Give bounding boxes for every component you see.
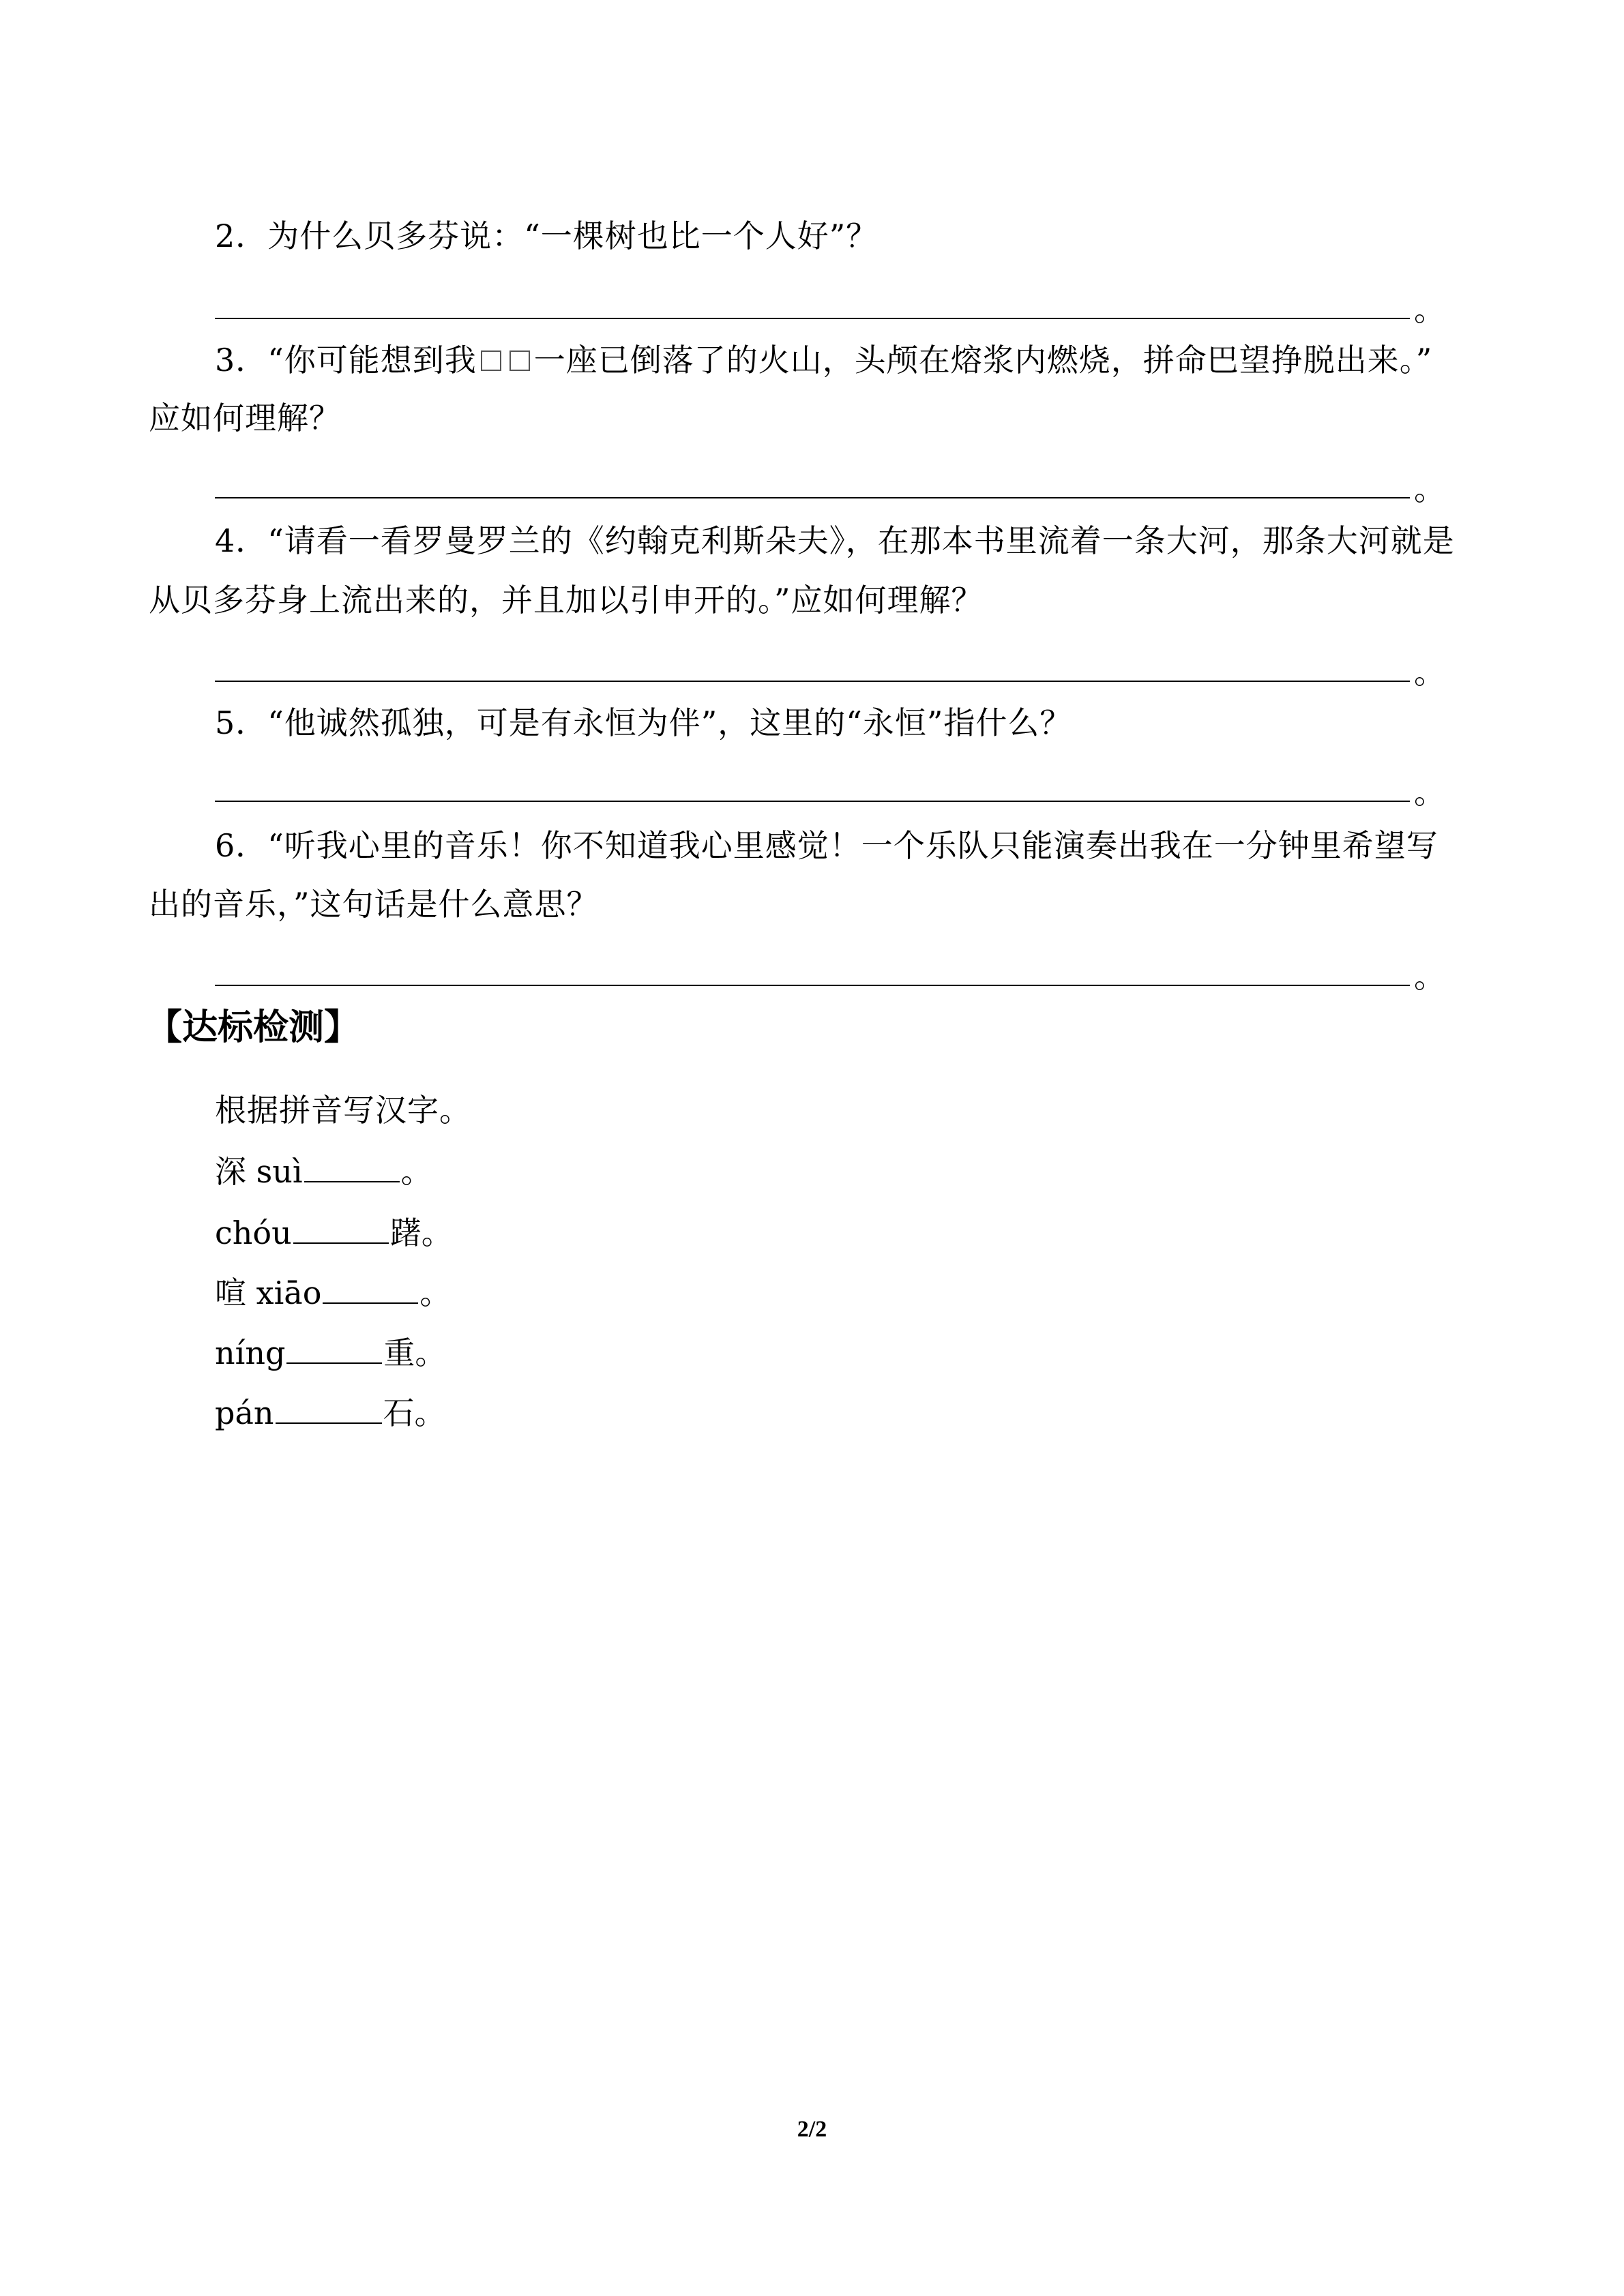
fill-blank[interactable]	[323, 1274, 418, 1304]
question-4-line-1: 4．“请看一看罗曼罗兰的《约翰克利斯朵夫》，在那本书里流着一条大河，那条大河就是	[215, 522, 1455, 559]
section-instruction: 根据拼音写汉字。	[215, 1092, 471, 1129]
question-6-line-2: 出的音乐，”这句话是什么意思？	[149, 886, 599, 923]
pinyin-suffix: 。	[419, 1274, 452, 1311]
answer-underline	[215, 953, 1410, 986]
pinyin-item	[215, 1334, 446, 1372]
pinyin-suffix: 躇。	[389, 1214, 453, 1251]
fill-blank[interactable]	[276, 1394, 382, 1424]
empty-box-icon	[481, 351, 501, 371]
answer-period: 。	[1414, 774, 1445, 811]
fill-blank[interactable]	[304, 1152, 400, 1182]
answer-underline	[215, 286, 1410, 319]
question-3-line-2: 应如何理解？	[149, 400, 341, 436]
question-5: 5．“他诚然孤独，可是有永恒为伴”，这里的“永恒”指什么？	[215, 704, 1072, 741]
pinyin-prompt: 喧 xiāo	[215, 1274, 322, 1311]
page-number: 2/2	[797, 2117, 827, 2142]
question-6-line-1: 6．“听我心里的音乐！你不知道我心里感觉！一个乐队只能演奏出我在一分钟里希望写	[215, 827, 1438, 864]
pinyin-suffix: 。	[400, 1153, 432, 1190]
empty-box-icon	[510, 351, 530, 371]
answer-underline	[215, 649, 1410, 682]
pinyin-item	[215, 1394, 446, 1432]
pinyin-prompt: níng	[215, 1335, 286, 1371]
question-3-line-1	[215, 341, 1432, 379]
fill-blank[interactable]	[286, 1334, 382, 1364]
pinyin-suffix: 重。	[383, 1335, 447, 1371]
question-3-text-b: 一座已倒落了的火山，头颅在熔浆内燃烧，拼命巴望挣脱出来。”	[533, 342, 1433, 378]
answer-underline	[215, 466, 1410, 498]
question-2: 2．为什么贝多芬说：“一棵树也比一个人好”？	[215, 218, 879, 254]
answer-period: 。	[1414, 958, 1445, 995]
question-3-text-a: 3．“你可能想到我	[215, 342, 477, 378]
pinyin-prompt: pán	[215, 1395, 274, 1431]
answer-period: 。	[1414, 654, 1445, 691]
answer-underline	[215, 769, 1410, 802]
pinyin-prompt: 深 suì	[215, 1153, 303, 1190]
pinyin-item	[215, 1152, 432, 1191]
answer-period: 。	[1414, 291, 1445, 328]
answer-period: 。	[1414, 471, 1445, 507]
pinyin-item	[215, 1214, 453, 1252]
fill-blank[interactable]	[293, 1214, 389, 1244]
section-title: 【达标检测】	[147, 1007, 360, 1048]
pinyin-item	[215, 1274, 451, 1312]
pinyin-prompt: chóu	[215, 1214, 292, 1251]
pinyin-suffix: 石。	[383, 1395, 446, 1431]
question-4-line-2: 从贝多芬身上流出来的，并且加以引申开的。”应如何理解？	[149, 582, 984, 618]
